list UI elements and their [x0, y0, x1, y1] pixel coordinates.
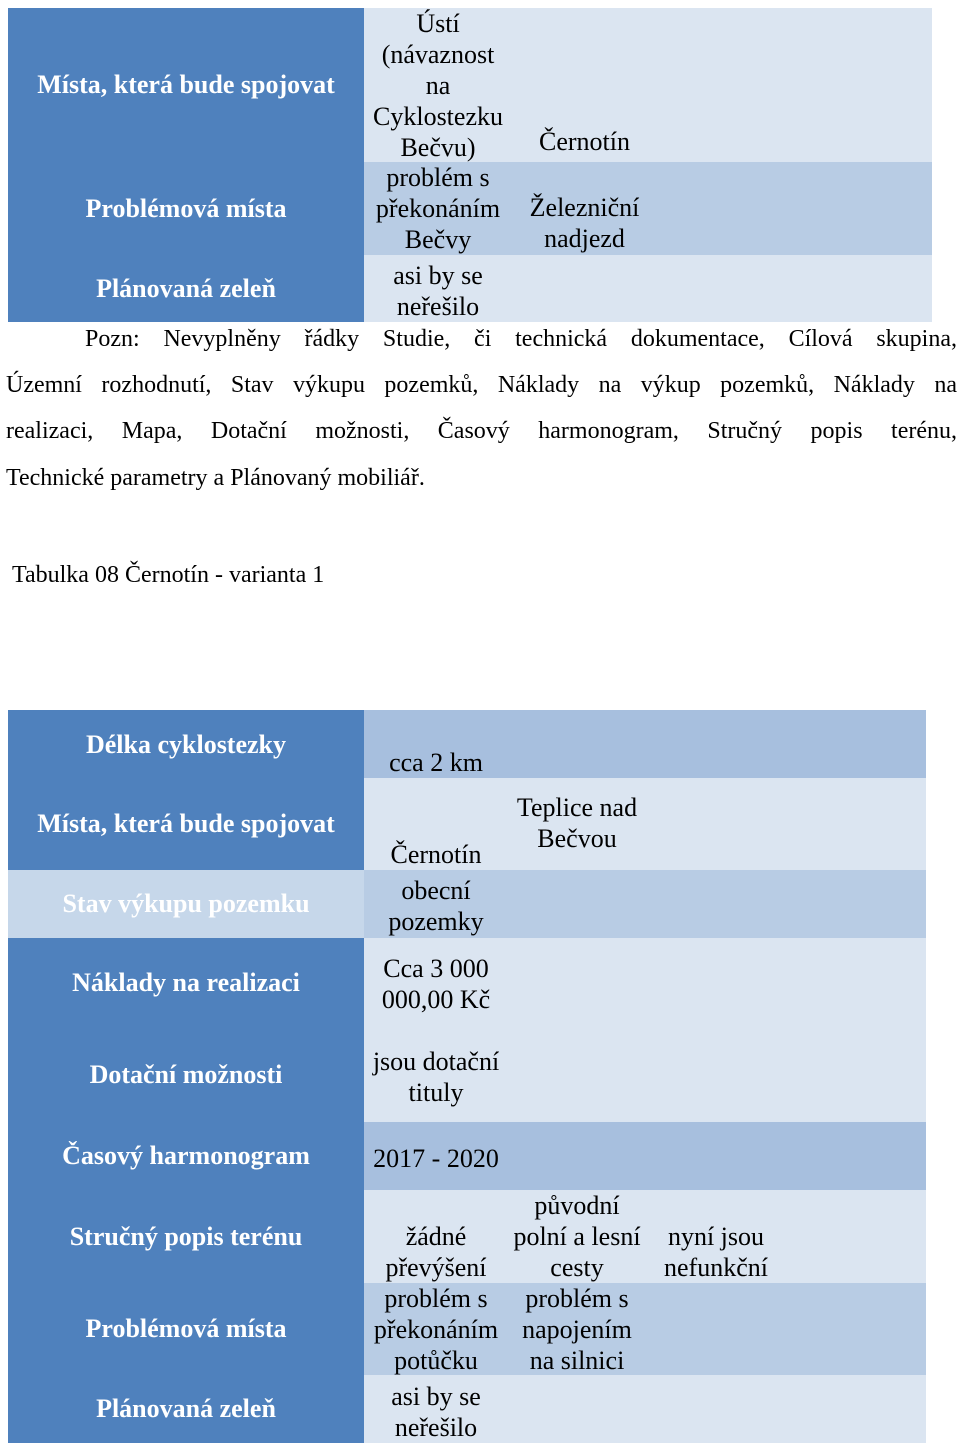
note-line-2: Územní rozhodnutí, Stav výkupu pozemků, Náklady na výkup pozemků, Náklady na — [6, 372, 957, 398]
row-label: Náklady na realizaci — [8, 938, 364, 1028]
table-cell: Černotín — [390, 839, 482, 869]
table-cell: asi by se neřešilo — [391, 1381, 481, 1442]
table-cell: žádné převýšení — [385, 1221, 487, 1282]
table-cell: nyní jsou nefunkční — [664, 1221, 768, 1282]
table-cell: asi by se neřešilo — [393, 260, 483, 321]
row-label: Místa, která bude spojovat — [8, 8, 364, 162]
row-label: Problémová místa — [8, 162, 364, 255]
table-cell: problém s napojením na silnici — [522, 1284, 632, 1375]
row-label: Délka cyklostezky — [8, 710, 364, 778]
row-label: Stručný popis terénu — [8, 1190, 364, 1283]
row-label: Stav výkupu pozemku — [8, 870, 364, 938]
table-cell: Teplice nad Bečvou — [516, 793, 638, 853]
table-cell: problém s překonáním potůčku — [373, 1284, 499, 1375]
table-cell: Cca 3 000 000,00 Kč — [381, 953, 491, 1014]
table-cell: původní polní a lesní cesty — [513, 1191, 641, 1282]
row-label: Problémová místa — [8, 1283, 364, 1375]
table-cell: Železniční nadjezd — [529, 192, 640, 253]
table-cell: jsou dotační tituly — [372, 1046, 500, 1107]
table-cell: cca 2 km — [389, 747, 483, 777]
table-caption: Tabulka 08 Černotín - varianta 1 — [12, 562, 325, 588]
row-label: Časový harmonogram — [8, 1122, 364, 1190]
row-label: Plánovaná zeleň — [8, 1375, 364, 1443]
row-label: Dotační možnosti — [8, 1028, 364, 1122]
table-cell: Ústí (návaznost na Cyklostezku Bečvu) — [373, 8, 503, 162]
note-line-4: Technické parametry a Plánovaný mobiliář. — [6, 465, 425, 491]
note-line-1: Pozn: Nevyplněny řádky Studie, či technická dokumentace, Cílová skupina, — [85, 326, 957, 352]
note-line-3: realizaci, Mapa, Dotační možnosti, Časový harmonogram, Stručný popis terénu, — [6, 418, 957, 444]
table-cell: Černotín — [539, 126, 630, 156]
row-label: Místa, která bude spojovat — [8, 778, 364, 870]
table-cell: problém s překonáním Bečvy — [375, 163, 501, 254]
table-cell: 2017 - 2020 — [373, 1144, 499, 1173]
table-cell: obecní pozemky — [388, 876, 484, 936]
row-label: Plánovaná zeleň — [8, 255, 364, 322]
